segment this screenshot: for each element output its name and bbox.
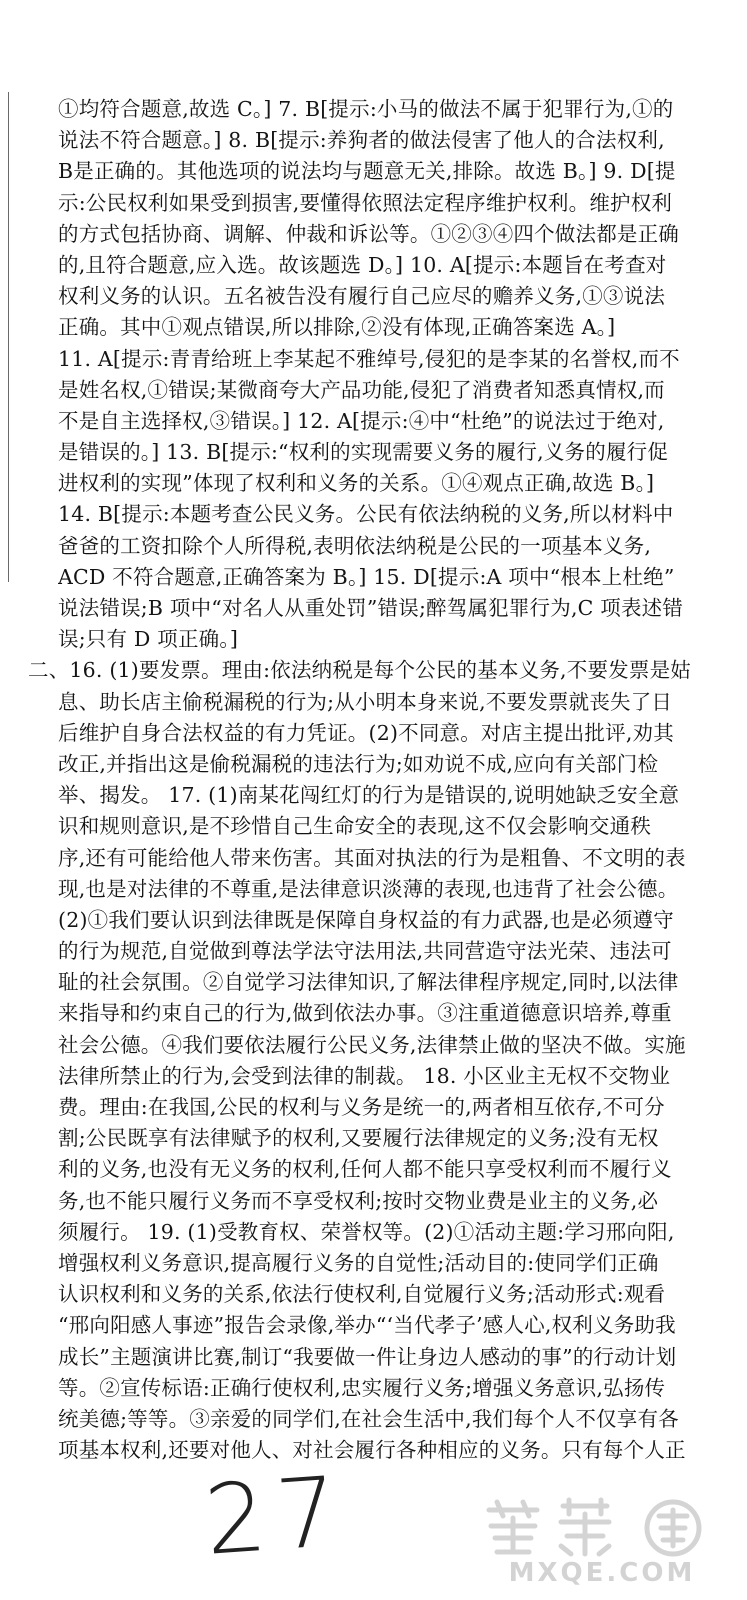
text-line: 统美德;等等。③亲爱的同学们,在社会生活中,我们每个人不仅享有各 xyxy=(58,1406,679,1431)
watermark-logo-icon xyxy=(477,1496,727,1558)
text-line: 14. B[提示:本题考查公民义务。公民有依法纳税的义务,所以材料中 xyxy=(58,502,674,527)
text-line: 不是自主选择权,③错误。] 12. A[提示:④中“杜绝”的说法过于绝对, xyxy=(58,408,665,433)
text-line: 11. A[提示:青青给班上李某起不雅绰号,侵犯的是李某的名誉权,而不 xyxy=(58,346,680,371)
handwritten-page-number: 27 xyxy=(201,1455,351,1577)
answer-text-block xyxy=(28,94,726,1466)
text-line: 误;只有 D 项正确。] xyxy=(58,627,239,652)
text-line: 费。理由:在我国,公民的权利与义务是统一的,两者相互依存,不可分 xyxy=(58,1095,665,1119)
text-line: ①均符合题意,故选 C。] 7. B[提示:小马的做法不属于犯罪行为,①的 xyxy=(58,97,674,121)
text-line: 来指导和约束自己的行为,做到依法办事。③注重道德意识培养,尊重 xyxy=(58,1001,672,1026)
text-line: 序,还有可能给他人带来伤害。其面对执法的行为是粗鲁、不文明的表 xyxy=(58,845,686,870)
text-line: 识和规则意识,是不珍惜自己生命安全的表现,这不仅会影响交通秩 xyxy=(58,814,652,839)
text-line: 耻的社会氛围。②自觉学习法律知识,了解法律程序规定,同时,以法律 xyxy=(58,970,679,995)
text-line: 是姓名权,①错误;某微商夸大产品功能,侵犯了消费者知悉真情权,而 xyxy=(58,377,665,402)
text-line: 改正,并指出这是偷税漏税的违法行为;如劝说不成,应向有关部门检 xyxy=(58,751,659,776)
text-line: 后维护自身合法权益的有力凭证。(2)不同意。对店主提出批评,劝其 xyxy=(58,720,674,745)
text-line: 是错误的。] 13. B[提示:“权利的实现需要义务的履行,义务的履行促 xyxy=(58,440,669,465)
text-line: 须履行。 19. (1)受教育权、荣誉权等。(2)①活动主题:学习邢向阳, xyxy=(58,1219,675,1244)
text-line: 法律所禁止的行为,会受到法律的制裁。 18. 小区业主无权不交物业 xyxy=(58,1063,671,1088)
watermark-url: MXQE.COM xyxy=(508,1558,696,1588)
text-line: 的方式包括协商、调解、仲裁和诉讼等。①②③④四个做法都是正确 xyxy=(58,221,679,246)
text-line: 的行为规范,自觉做到尊法学法守法用法,共同营造守法光荣、违法可 xyxy=(58,939,672,964)
text-line: 社会公德。④我们要依法履行公民义务,法律禁止做的坚决不做。实施 xyxy=(58,1032,686,1057)
text-line: 进权利的实现”体现了权利和义务的关系。①④观点正确,故选 B。] xyxy=(58,471,655,496)
watermark xyxy=(477,1488,727,1588)
text-line: 现,也是对法律的不尊重,是法律意识淡薄的表现,也违背了社会公德。 xyxy=(58,876,679,901)
text-line: 爸爸的工资扣除个人所得税,表明依法纳税是公民的一项基本义务, xyxy=(58,533,652,558)
text-line: 说法错误;B 项中“对名人从重处罚”错误;醉驾属犯罪行为,C 项表述错 xyxy=(58,596,684,620)
text-line: 成长”主题演讲比赛,制订“我要做一件让身边人感动的事”的行动计划 xyxy=(58,1344,677,1369)
text-line: (2)①我们要认识到法律既是保障自身权益的有力武器,也是必须遵守 xyxy=(58,907,674,932)
text-line: 利的义务,也没有无义务的权利,任何人都不能只享受权利而不履行义 xyxy=(58,1157,672,1182)
text-line: 示:公民权利如果受到损害,要懂得依照法定程序维护权利。维护权利 xyxy=(58,190,673,215)
text-line: B是正确的。其他选项的说法均与题意无关,排除。故选 B。] 9. D[提 xyxy=(58,159,676,184)
text-line: 息、助长店主偷税漏税的行为;从小明本身来说,不要发票就丧失了日 xyxy=(58,689,673,714)
text-line: 务,也不能只履行义务而不享受权利;按时交物业费是业主的义务,必 xyxy=(58,1188,659,1213)
text-line: ACD 不符合题意,正确答案为 B。] 15. D[提示:A 项中“根本上杜绝” xyxy=(58,564,675,589)
text-line: 说法不符合题意。] 8. B[提示:养狗者的做法侵害了他人的合法权利, xyxy=(58,128,665,153)
section-two-start-line: 二、16. (1)要发票。理由:依法纳税是每个公民的基本义务,不要发票是姑 xyxy=(28,658,691,683)
text-line: 的,且符合题意,应入选。故该题选 D。] 10. A[提示:本题旨在考查对 xyxy=(58,252,667,277)
text-line: 认识权利和义务的关系,依法行使权利,自觉履行义务;活动形式:观看 xyxy=(58,1282,666,1307)
text-line: 权利义务的认识。五名被告没有履行自己应尽的赡养义务,①③说法 xyxy=(58,284,666,309)
text-line: 正确。其中①观点错误,所以排除,②没有体现,正确答案选 A。] xyxy=(58,315,616,340)
text-line: 举、揭发。 17. (1)南某花闯红灯的行为是错误的,说明她缺乏安全意 xyxy=(58,783,680,808)
margin-rule xyxy=(8,92,9,582)
text-line: 等。②宣传标语:正确行使权利,忠实履行义务;增强义务意识,弘扬传 xyxy=(58,1375,666,1400)
text-line: “邢向阳感人事迹”报告会录像,举办“‘当代孝子’感人心,权利义务助我 xyxy=(58,1313,676,1338)
text-line: 项基本权利,还要对他人、对社会履行各种相应的义务。只有每个人正 xyxy=(58,1438,686,1463)
text-line: 割;公民既享有法律赋予的权利,又要履行法律规定的义务;没有无权 xyxy=(58,1126,659,1151)
text-line: 增强权利义务意识,提高履行义务的自觉性;活动目的:使同学们正确 xyxy=(58,1250,659,1275)
